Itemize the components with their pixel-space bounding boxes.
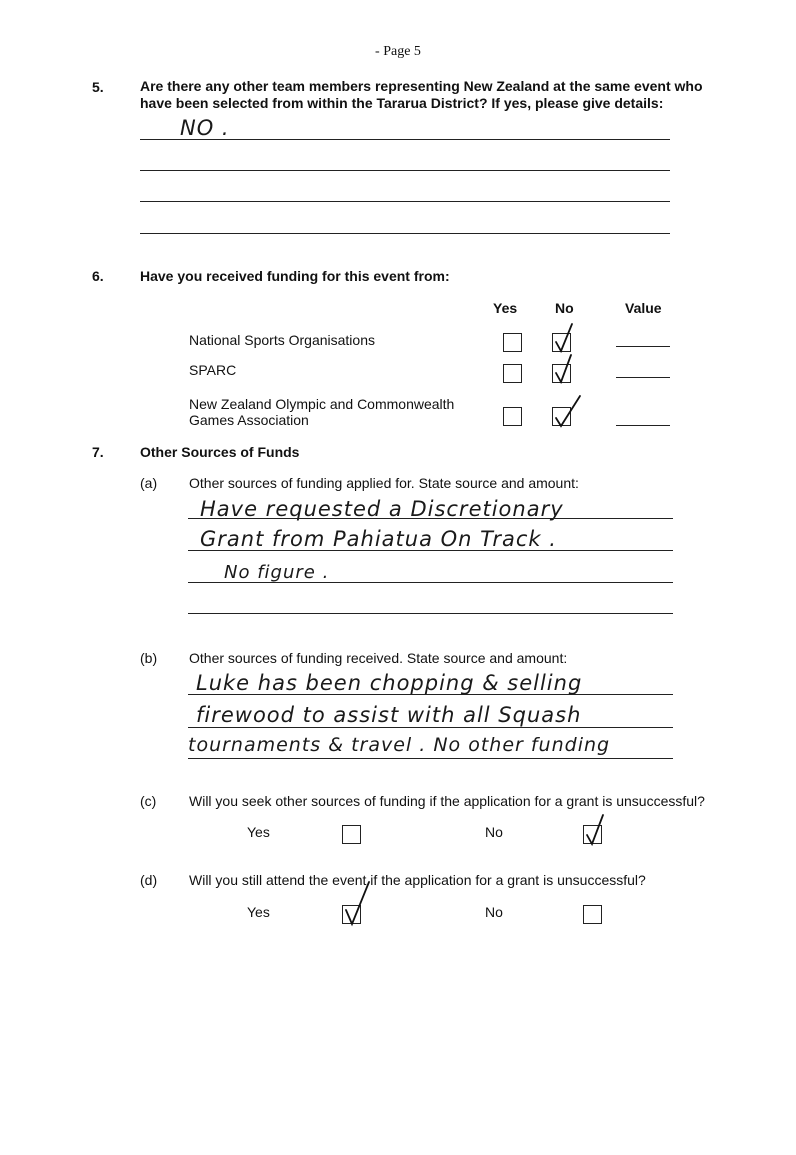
q7-number: 7. bbox=[92, 444, 104, 460]
q7c-prompt: Will you seek other sources of funding if the application for a grant is unsuccessful? bbox=[189, 793, 705, 809]
q7a-answer-line-1[interactable] bbox=[188, 518, 673, 519]
q6-question: Have you received funding for this event from: bbox=[140, 268, 450, 284]
q5-answer-line-1[interactable] bbox=[140, 139, 670, 140]
page-number: - Page 5 bbox=[375, 44, 421, 59]
q6-header-value: Value bbox=[625, 300, 662, 316]
q7a-letter: (a) bbox=[140, 475, 158, 491]
q5-answer-line-3[interactable] bbox=[140, 201, 670, 202]
q7b-answer-line-1[interactable] bbox=[188, 694, 673, 695]
q6-row-label-nso: National Sports Organisations bbox=[189, 332, 375, 348]
q7d-letter: (d) bbox=[140, 872, 158, 888]
q7d-yes-label: Yes bbox=[247, 904, 270, 920]
q6-header-yes: Yes bbox=[493, 300, 518, 316]
q6-row-label-sparc: SPARC bbox=[189, 362, 237, 378]
q7a-answer-handwriting-2: Grant from Pahiatua On Track . bbox=[200, 527, 557, 551]
q6-nzoc-value-line[interactable] bbox=[616, 425, 670, 426]
q6-sparc-yes-checkbox[interactable] bbox=[503, 364, 522, 383]
q5-number: 5. bbox=[92, 79, 104, 95]
q7-title: Other Sources of Funds bbox=[140, 444, 300, 460]
q7b-answer-handwriting-2: firewood to assist with all Squash bbox=[196, 703, 582, 727]
q7d-prompt: Will you still attend the event if the application for a grant is unsuccessful? bbox=[189, 872, 646, 888]
q7c-no-checkmark-icon bbox=[583, 813, 609, 847]
q6-number: 6. bbox=[92, 268, 104, 284]
q7a-answer-line-3[interactable] bbox=[188, 582, 673, 583]
q5-answer-handwriting: NO . bbox=[180, 116, 230, 140]
q5-question-line2: have been selected from within the Tararua District? If yes, please give details: bbox=[140, 95, 664, 111]
q6-row-label-nzoc-line2: Games Association bbox=[189, 412, 309, 428]
q7d-no-label: No bbox=[485, 904, 503, 920]
q7c-no-label: No bbox=[485, 824, 503, 840]
q6-sparc-no-checkmark-icon bbox=[552, 353, 578, 385]
q7d-yes-checkmark-icon bbox=[342, 880, 376, 928]
q7a-answer-line-2[interactable] bbox=[188, 550, 673, 551]
q7b-letter: (b) bbox=[140, 650, 158, 666]
q7a-answer-handwriting-3: No figure . bbox=[224, 562, 330, 583]
q7a-prompt: Other sources of funding applied for. State source and amount: bbox=[189, 475, 579, 491]
q7c-yes-label: Yes bbox=[247, 824, 270, 840]
q6-nso-no-checkmark-icon bbox=[552, 322, 578, 354]
q6-nzoc-no-checkmark-icon bbox=[552, 396, 586, 428]
q5-answer-line-4[interactable] bbox=[140, 233, 670, 234]
q5-question-line1: Are there any other team members representing New Zealand at the same event who bbox=[140, 78, 703, 94]
q7c-letter: (c) bbox=[140, 793, 157, 809]
q7b-answer-line-2[interactable] bbox=[188, 727, 673, 728]
q7a-answer-line-4[interactable] bbox=[188, 613, 673, 614]
q7b-answer-line-3[interactable] bbox=[188, 758, 673, 759]
q6-nzoc-yes-checkbox[interactable] bbox=[503, 407, 522, 426]
q7c-yes-checkbox[interactable] bbox=[342, 825, 361, 844]
q6-nso-value-line[interactable] bbox=[616, 346, 670, 347]
q7b-answer-handwriting-3: tournaments & travel . No other funding bbox=[188, 734, 611, 756]
q6-nso-yes-checkbox[interactable] bbox=[503, 333, 522, 352]
q6-header-no: No bbox=[555, 300, 574, 316]
q7d-no-checkbox[interactable] bbox=[583, 905, 602, 924]
q7b-prompt: Other sources of funding received. State source and amount: bbox=[189, 650, 568, 666]
q7a-answer-handwriting-1: Have requested a Discretionary bbox=[200, 497, 564, 521]
q6-sparc-value-line[interactable] bbox=[616, 377, 670, 378]
q5-answer-line-2[interactable] bbox=[140, 170, 670, 171]
q6-row-label-nzoc-line1: New Zealand Olympic and Commonwealth bbox=[189, 396, 455, 412]
q7b-answer-handwriting-1: Luke has been chopping & selling bbox=[196, 671, 583, 695]
